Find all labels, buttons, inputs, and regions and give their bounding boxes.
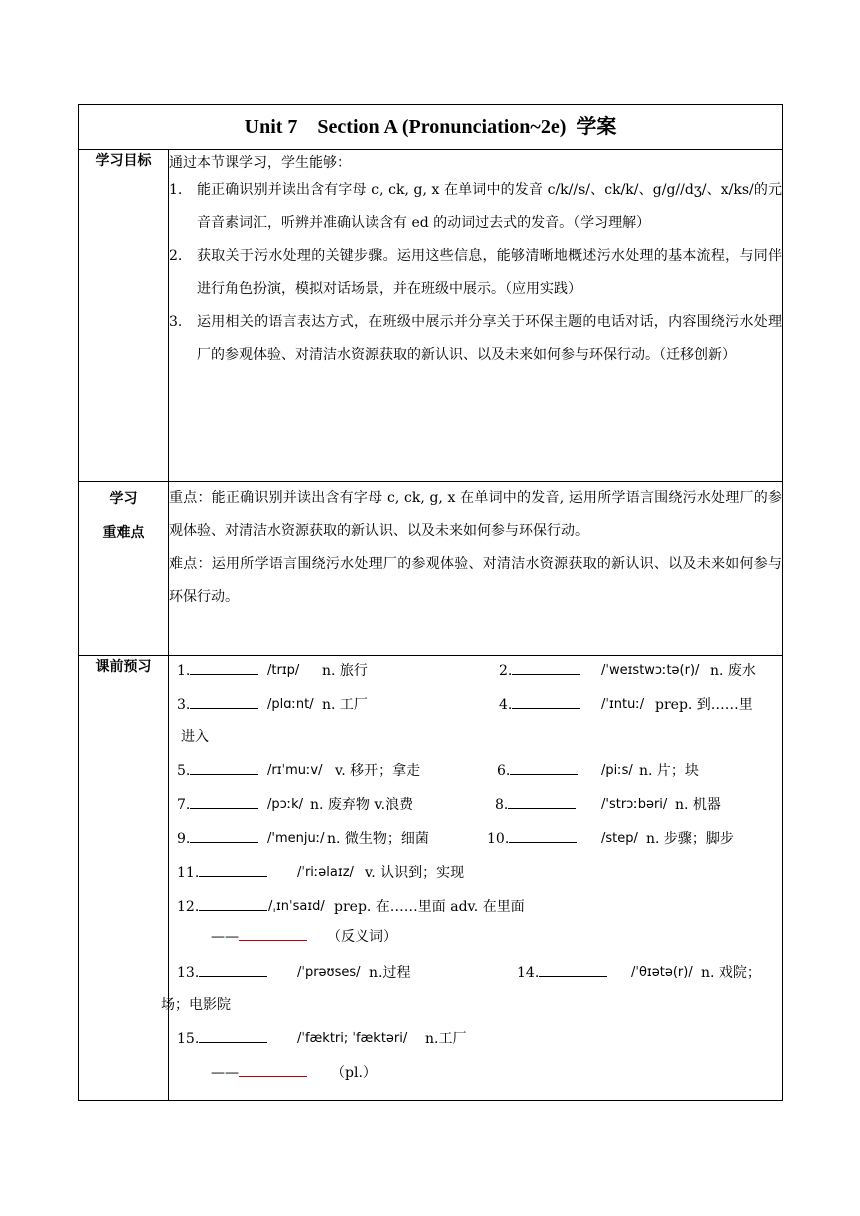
vocab-entry-1: 1. (177, 656, 258, 686)
answer-blank[interactable] (190, 826, 258, 843)
objectives-label: 学习目标 (95, 153, 152, 169)
meaning: n. 废水 (710, 663, 756, 679)
phonetic: /ˈweɪstwɔːtə(r)/ (601, 663, 700, 678)
meaning: n. 微生物；细菌 (327, 831, 429, 847)
phonetic: /step/ (601, 831, 638, 846)
objectives-label-cell (79, 150, 169, 482)
meaning: prep. 到……里 (655, 697, 753, 713)
phonetic: /rɪˈmuːv/ (267, 763, 323, 778)
objective-item (169, 306, 782, 372)
answer-blank[interactable] (199, 860, 267, 877)
vocab-entry-5: 5. (177, 756, 258, 786)
meaning: n. 片；块 (639, 763, 699, 779)
vocab-row (169, 858, 782, 892)
phonetic: /ˈriːəlaɪz/ (297, 865, 354, 880)
meaning: n. 废弃物 v.浪费 (310, 797, 414, 813)
phonetic: /pɔːk/ (267, 797, 304, 812)
vocab-entry-9: 9. (177, 824, 258, 854)
phonetic: /piːs/ (601, 763, 633, 778)
key-difficult-label-line1: 学习 (109, 491, 138, 507)
key-difficult-content (169, 482, 783, 656)
vocab-entry-8: 8. (495, 790, 576, 820)
meaning: prep. 在……里面 adv. 在里面 (334, 899, 525, 915)
meaning: n. 旅行 (322, 663, 368, 679)
objectives-intro: 通过本节课学习，学生能够： (169, 155, 351, 171)
vocab-row (169, 824, 782, 858)
key-difficult-label-line2: 重难点 (102, 525, 145, 541)
vocab-entry-7: 7. (177, 790, 258, 820)
vocab-entry-6: 6. (497, 756, 578, 786)
answer-blank[interactable] (512, 658, 580, 675)
meaning-continued: 进入 (181, 729, 209, 745)
plural-blank[interactable] (239, 1060, 307, 1077)
preview-content (161, 656, 783, 1101)
phonetic: /ˈfæktri; ˈfæktəri/ (297, 1031, 408, 1046)
objective-text: 能正确识别并读出含有字母 c, ck, g, x 在单词中的发音 c/k//s/、ck/k/、g/g//dʒ/、x/ks/的元音音素词汇，听辨并准确认读含有 ed 的动词过去式的发音。（学习理解） (197, 182, 782, 231)
difficult-points-text: 难点：运用所学语言围绕污水处理厂的参观体验、对清洁水资源获取的新认识、以及未来如何参与环保行动。 (169, 556, 782, 605)
meaning: n. 戏院； (701, 965, 761, 981)
vocab-row (169, 892, 782, 926)
meaning: n.工厂 (425, 1031, 467, 1047)
objective-text: 获取关于污水处理的关键步骤。运用这些信息，能够清晰地概述污水处理的基本流程，与同伴进行角色扮演，模拟对话场景，并在班级中展示。（应用实践） (197, 248, 782, 297)
page-title: Unit 7 Section A (Pronunciation~2e) 学案 (244, 116, 617, 138)
vocab-entry-15: 15. (177, 1024, 267, 1054)
vocab-row-plural (169, 1058, 782, 1092)
meaning: n. 工厂 (322, 697, 368, 713)
answer-blank[interactable] (508, 792, 576, 809)
vocab-entry-13: 13. (177, 958, 267, 988)
answer-blank[interactable] (199, 894, 267, 911)
phonetic: /ˌɪnˈsaɪd/ (268, 899, 325, 914)
vocab-row (169, 958, 782, 992)
key-difficult-label-cell (79, 482, 169, 656)
objective-text: 运用相关的语言表达方式，在班级中展示并分享关于环保主题的电话对话，内容围绕污水处理厂的参观体验、对清洁水资源获取的新认识、以及未来如何参与环保行动。（迁移创新） (197, 314, 782, 363)
phonetic: /ˈθɪətə(r)/ (631, 965, 693, 980)
meaning: v. 认识到；实现 (365, 865, 465, 881)
objective-number: 3. (169, 314, 183, 330)
answer-blank[interactable] (512, 692, 580, 709)
preview-label: 课前预习 (95, 659, 152, 675)
study-guide-table (78, 104, 783, 1101)
objective-item (169, 174, 782, 240)
phonetic: /'strɔːbəri/ (601, 797, 668, 812)
vocab-row (169, 1024, 782, 1058)
vocab-row (169, 656, 782, 690)
phonetic: /ˈɪntuː/ (601, 697, 645, 712)
antonym-blank[interactable] (239, 924, 307, 941)
preview-label-cell (79, 656, 169, 1101)
antonym-note: （反义词） (327, 929, 397, 945)
meaning: n. 机器 (675, 797, 721, 813)
objective-item (169, 240, 782, 306)
answer-blank[interactable] (199, 1026, 267, 1043)
answer-blank[interactable] (190, 758, 258, 775)
answer-blank[interactable] (190, 792, 258, 809)
answer-blank[interactable] (190, 692, 258, 709)
antonym-entry: —— (211, 922, 307, 952)
vocab-entry-10: 10. (487, 824, 577, 854)
phonetic: /ˈprəʊses/ (297, 965, 361, 980)
vocab-row (169, 690, 782, 724)
vocab-row-continued (161, 990, 782, 1024)
vocab-list (161, 656, 782, 1100)
vocab-entry-3: 3. (177, 690, 258, 720)
vocab-entry-14: 14. (517, 958, 607, 988)
answer-blank[interactable] (199, 960, 267, 977)
title-cell (79, 105, 783, 150)
vocab-entry-2: 2. (499, 656, 580, 686)
key-points-text: 重点：能正确识别并读出含有字母 c, ck, g, x 在单词中的发音, 运用所学语言围绕污水处理厂的参观体验、对清洁水资源获取的新认识、以及未来如何参与环保行动。 (169, 490, 782, 539)
vocab-entry-11: 11. (177, 858, 267, 888)
vocab-entry-12: 12. (177, 892, 267, 922)
phonetic: /'menjuː/ (267, 831, 325, 846)
answer-blank[interactable] (510, 758, 578, 775)
vocab-row (169, 756, 782, 790)
objectives-content (169, 150, 783, 482)
answer-blank[interactable] (190, 658, 258, 675)
objective-number: 2. (169, 248, 183, 264)
plural-note: （pl.） (331, 1065, 377, 1081)
vocab-entry-4: 4. (499, 690, 580, 720)
vocab-row-continued (169, 722, 782, 756)
objective-number: 1. (169, 182, 183, 198)
phonetic: /plɑːnt/ (267, 697, 314, 712)
meaning-continued: 场；电影院 (161, 997, 231, 1013)
answer-blank[interactable] (509, 826, 577, 843)
vocab-row (169, 790, 782, 824)
vocab-row-antonym (169, 922, 782, 956)
phonetic: /trɪp/ (267, 663, 300, 678)
meaning: n. 步骤；脚步 (646, 831, 734, 847)
answer-blank[interactable] (539, 960, 607, 977)
plural-entry: —— (211, 1058, 307, 1088)
meaning: v. 移开；拿走 (335, 763, 421, 779)
meaning: n.过程 (369, 965, 411, 981)
